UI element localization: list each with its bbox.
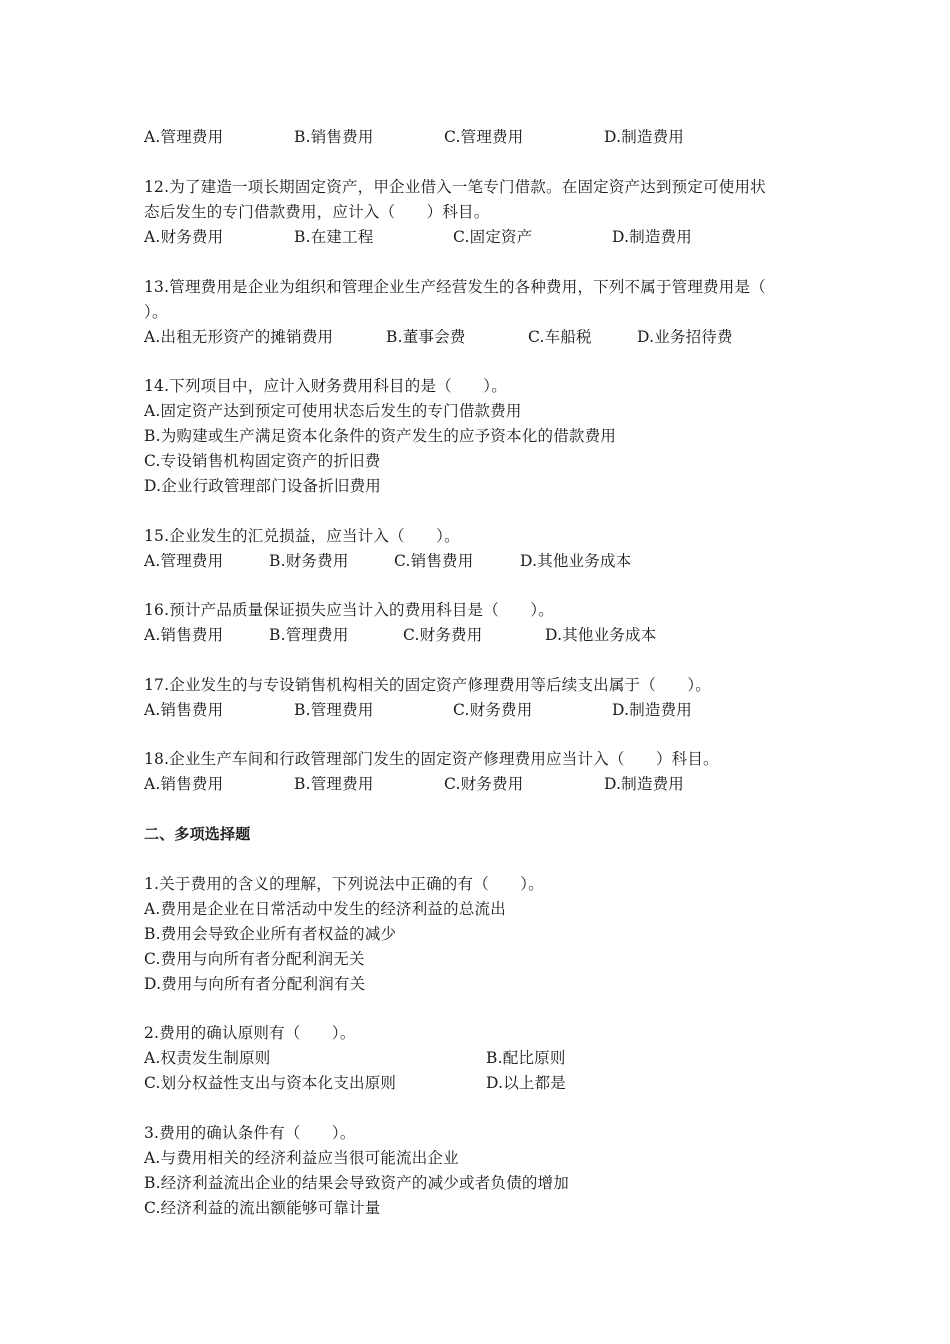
q13-option-d: D.业务招待费 <box>637 328 733 346</box>
q13-option-a: A.出租无形资产的摊销费用 <box>144 328 334 346</box>
m1-stem: 1.关于费用的含义的理解，下列说法中正确的有（ ）。 <box>144 875 544 893</box>
q12-option-a: A.财务费用 <box>144 228 224 246</box>
m2-stem: 2.费用的确认原则有（ ）。 <box>144 1024 356 1042</box>
q18-option-a: A.销售费用 <box>144 775 224 793</box>
q14-option-a: A.固定资产达到预定可使用状态后发生的专门借款费用 <box>144 402 522 420</box>
m3-stem: 3.费用的确认条件有（ ）。 <box>144 1124 356 1142</box>
q11-option-d: D.制造费用 <box>604 128 685 146</box>
q12-stem-line1: 12.为了建造一项长期固定资产，甲企业借入一笔专门借款。在固定资产达到预定可使用状 <box>144 178 766 196</box>
q11-option-b: B.销售费用 <box>294 128 374 146</box>
q14-option-d: D.企业行政管理部门设备折旧费用 <box>144 477 382 495</box>
m2-option-d: D.以上都是 <box>486 1074 567 1092</box>
q14-option-c: C.专设销售机构固定资产的折旧费 <box>144 452 381 470</box>
m2-option-c: C.划分权益性支出与资本化支出原则 <box>144 1074 397 1092</box>
section-heading: 二、多项选择题 <box>144 825 251 843</box>
q16-option-d: D.其他业务成本 <box>545 626 657 644</box>
q17-option-d: D.制造费用 <box>612 701 693 719</box>
q15-option-c: C.销售费用 <box>394 552 474 570</box>
q17-option-c: C.财务费用 <box>453 701 533 719</box>
q12-option-b: B.在建工程 <box>294 228 374 246</box>
q16-option-a: A.销售费用 <box>144 626 224 644</box>
q15-option-b: B.财务费用 <box>269 552 349 570</box>
m1-option-b: B.费用会导致企业所有者权益的减少 <box>144 925 397 943</box>
m1-option-d: D.费用与向所有者分配利润有关 <box>144 975 366 993</box>
q11-option-a: A.管理费用 <box>144 128 224 146</box>
q11-option-c: C.管理费用 <box>444 128 524 146</box>
m1-option-a: A.费用是企业在日常活动中发生的经济利益的总流出 <box>144 900 506 918</box>
q18-option-d: D.制造费用 <box>604 775 685 793</box>
q15-option-d: D.其他业务成本 <box>520 552 632 570</box>
q12-option-d: D.制造费用 <box>612 228 693 246</box>
m3-option-b: B.经济利益流出企业的结果会导致资产的减少或者负债的增加 <box>144 1174 569 1192</box>
q17-option-b: B.管理费用 <box>294 701 374 719</box>
q13-option-c: C.车船税 <box>528 328 592 346</box>
q17-option-a: A.销售费用 <box>144 701 224 719</box>
m3-option-a: A.与费用相关的经济利益应当很可能流出企业 <box>144 1149 459 1167</box>
q17-stem: 17.企业发生的与专设销售机构相关的固定资产修理费用等后续支出属于（ ）。 <box>144 676 712 694</box>
q12-option-c: C.固定资产 <box>453 228 533 246</box>
q16-stem: 16.预计产品质量保证损失应当计入的费用科目是（ ）。 <box>144 601 555 619</box>
q13-stem-line1: 13.管理费用是企业为组织和管理企业生产经营发生的各种费用，下列不属于管理费用是（ <box>144 278 766 296</box>
m2-option-b: B.配比原则 <box>486 1049 566 1067</box>
m3-option-c: C.经济利益的流出额能够可靠计量 <box>144 1199 381 1217</box>
m1-option-c: C.费用与向所有者分配利润无关 <box>144 950 365 968</box>
q15-stem: 15.企业发生的汇兑损益，应当计入（ ）。 <box>144 527 460 545</box>
q12-stem-line2: 态后发生的专门借款费用，应计入（ ）科目。 <box>144 203 490 221</box>
q18-stem: 18.企业生产车间和行政管理部门发生的固定资产修理费用应当计入（ ）科目。 <box>144 750 719 768</box>
q14-option-b: B.为购建或生产满足资本化条件的资产发生的应予资本化的借款费用 <box>144 427 617 445</box>
m2-option-a: A.权责发生制原则 <box>144 1049 271 1067</box>
q13-stem-line2: ）。 <box>144 303 168 321</box>
q16-option-b: B.管理费用 <box>269 626 349 644</box>
q13-option-b: B.董事会费 <box>386 328 466 346</box>
q18-option-b: B.管理费用 <box>294 775 374 793</box>
q14-stem: 14.下列项目中，应计入财务费用科目的是（ ）。 <box>144 377 507 395</box>
q15-option-a: A.管理费用 <box>144 552 224 570</box>
q18-option-c: C.财务费用 <box>444 775 524 793</box>
q16-option-c: C.财务费用 <box>403 626 483 644</box>
